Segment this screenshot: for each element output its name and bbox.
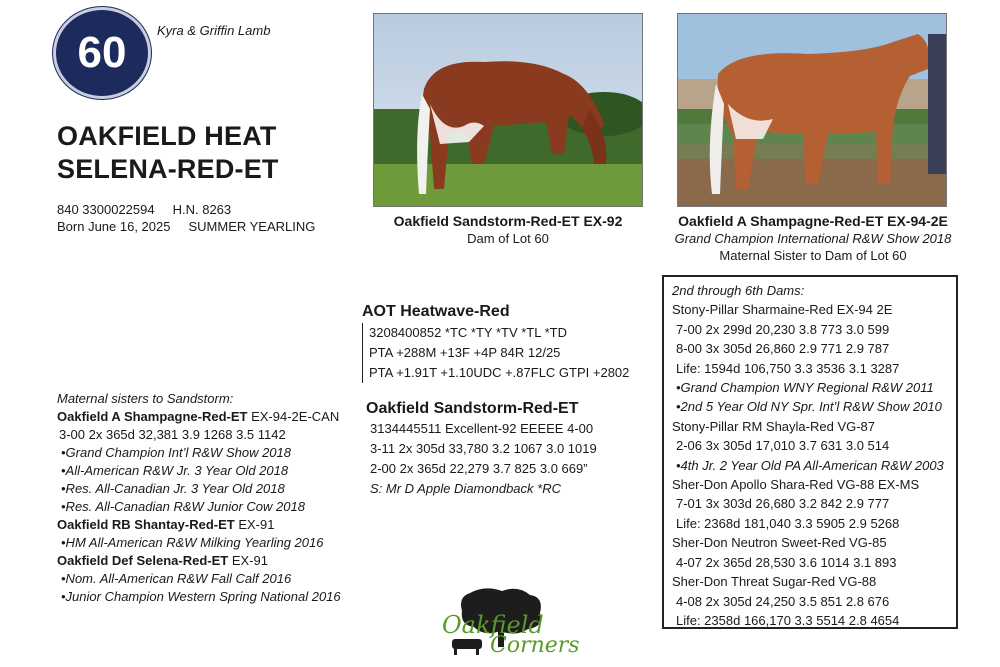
consignor: Kyra & Griffin Lamb [157, 23, 271, 38]
birth-date: Born June 16, 2025 [57, 219, 171, 234]
dam-record: 4-08 2x 305d 24,250 3.5 851 2.8 676 [676, 593, 890, 609]
dam-lines [366, 419, 666, 499]
dam-record: 7-00 2x 299d 20,230 3.8 773 3.0 599 [676, 321, 890, 337]
sister-photo-caption [650, 213, 976, 264]
maternal-sisters [57, 390, 357, 606]
sister-name: Oakfield A Shampagne-Red-ET [57, 409, 248, 424]
sire-block [362, 302, 662, 383]
sister-photo [677, 13, 947, 207]
dam-entry-name: Sher-Don Threat Sugar-Red VG-88 [672, 574, 877, 590]
sire-line: PTA +1.91T +1.10UDC +.87FLC GTPI +2802 [369, 365, 630, 380]
herd-number: H.N. 8263 [172, 202, 232, 217]
dam-photo-label: Dam of Lot 60 [467, 231, 549, 246]
sister-award: •All-American R&W Jr. 3 Year Old 2018 [61, 463, 289, 478]
registration-info [57, 201, 333, 235]
lot-number-badge [53, 7, 151, 99]
dam-entry-name: Sher-Don Neutron Sweet-Red VG-85 [672, 535, 887, 551]
sister-name: Oakfield Def Selena-Red-ET [57, 553, 229, 568]
sire-line: PTA +288M +13F +4P 84R 12/25 [369, 345, 561, 360]
sister-award: •Junior Champion Western Spring National 2016 [61, 589, 341, 604]
sister-record: 3-00 2x 365d 32,381 3.9 1268 3.5 1142 [59, 427, 286, 442]
age-class: SUMMER YEARLING [188, 219, 316, 234]
dam-record: Life: 2358d 166,170 3.3 5514 2.8 4654 [676, 612, 900, 628]
dam-photo-caption [368, 213, 648, 247]
lot-title-line2: SELENA-RED-ET [57, 154, 279, 184]
sister-award: •Nom. All-American R&W Fall Calf 2016 [61, 571, 292, 586]
logo-text-oakfield: Oakfield [442, 611, 544, 639]
dam-record: Life: 2368d 181,040 3.3 5905 2.9 5268 [676, 515, 900, 531]
sister-entry [57, 516, 357, 534]
dam-record: Life: 1594d 106,750 3.3 3536 3.1 3287 [676, 360, 900, 376]
sister-name: Oakfield RB Shantay-Red-ET [57, 517, 235, 532]
dam-line: 3134445511 Excellent-92 EEEEE 4-00 [370, 421, 594, 436]
dam-record: 4-07 2x 365d 28,530 3.6 1014 3.1 893 [676, 554, 897, 570]
dam-entry-name: Stony-Pillar RM Shayla-Red VG-87 [672, 418, 876, 434]
dam-photo [373, 13, 643, 207]
dam-entry-name: Sher-Don Apollo Shara-Red VG-88 EX-MS [672, 477, 920, 493]
sister-award: •HM All-American R&W Milking Yearling 2016 [61, 535, 324, 550]
sire-line: 3208400852 *TC *TY *TV *TL *TD [369, 325, 567, 340]
dam-record: 8-00 3x 305d 26,860 2.9 771 2.9 787 [676, 341, 890, 357]
sister-photo-name: Oakfield A Shampagne-Red-ET EX-94-2E [678, 213, 948, 229]
dam-award: •2nd 5 Year Old NY Spr. Int’l R&W Show 2010 [676, 399, 942, 415]
maternal-sisters-header: Maternal sisters to Sandstorm: [57, 391, 234, 406]
sister-award: •Res. All-Canadian R&W Junior Cow 2018 [61, 499, 305, 514]
logo-text-corners: Corners [490, 633, 580, 658]
dam-record: 7-01 3x 303d 26,680 3.2 842 2.9 777 [676, 496, 890, 512]
sister-photo-award: Grand Champion International R&W Show 2018 [674, 231, 952, 246]
sister-entry [57, 552, 357, 570]
sister-score: EX-94-2E-CAN [247, 409, 340, 424]
lot-title-line1: OAKFIELD HEAT [57, 121, 277, 151]
dams-pedigree-box [662, 275, 958, 629]
dam-record: 2-06 3x 305d 17,010 3.7 631 3.0 514 [676, 438, 890, 454]
dam-name: Oakfield Sandstorm-Red-ET [366, 400, 579, 417]
sister-photo-label: Maternal Sister to Dam of Lot 60 [719, 248, 907, 263]
dam-block [366, 399, 666, 499]
sister-score: EX-91 [234, 517, 275, 532]
sire-name: AOT Heatwave-Red [362, 303, 510, 320]
dam-entry-name: Stony-Pillar Sharmaine-Red EX-94 2E [672, 302, 893, 318]
dam-line: 2-00 2x 365d 22,279 3.7 825 3.0 669” [370, 461, 588, 476]
dam-line: 3-11 2x 305d 33,780 3.2 1067 3.0 1019 [370, 441, 597, 456]
sister-entry [57, 408, 357, 426]
sister-award: •Res. All-Canadian Jr. 3 Year Old 2018 [61, 481, 285, 496]
dams-header: 2nd through 6th Dams: [672, 283, 805, 298]
sire-lines [362, 323, 662, 383]
dam-award: •4th Jr. 2 Year Old PA All-American R&W 2003 [676, 457, 944, 473]
lot-number: 60 [77, 28, 127, 77]
dam-photo-name: Oakfield Sandstorm-Red-ET EX-92 [393, 213, 623, 229]
lot-title [57, 120, 279, 186]
sister-award: •Grand Champion Int’l R&W Show 2018 [61, 445, 291, 460]
reg-number: 840 3300022594 [57, 202, 155, 217]
sister-score: EX-91 [228, 553, 268, 568]
dam-award: •Grand Champion WNY Regional R&W 2011 [676, 380, 934, 396]
cow-silhouette-icon [452, 639, 482, 655]
dam-sire: S: Mr D Apple Diamondback *RC [370, 481, 561, 496]
